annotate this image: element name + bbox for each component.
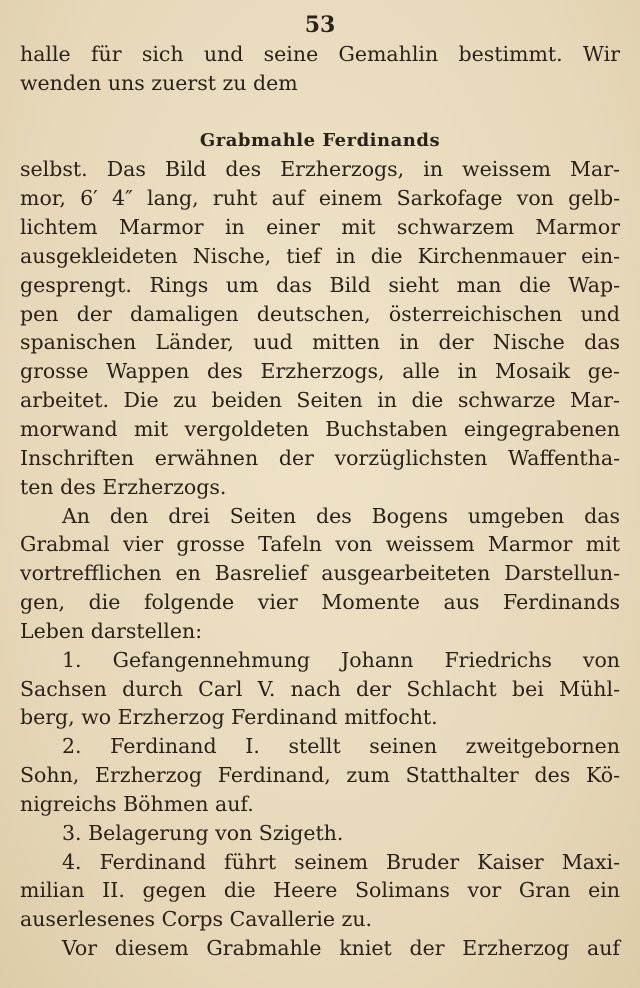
text-line: pen der damaligen deutschen, österreichischen und [20,301,620,326]
list-item-2-line: Sohn, Erzherzog Ferdinand, zum Statthalter des Kö- [20,763,620,788]
text-line: An den drei Seiten des Bogens umgeben das [62,503,620,528]
page-number: 53 [304,12,336,38]
text-line: Inschriften erwähnen der vorzüglichsten Waffentha- [20,445,620,470]
text-line: grosse Wappen des Erzherzogs, alle in Mosaik ge- [20,359,620,384]
list-item-4-line: auserlesenes Corps Cavallerie zu. [20,907,373,932]
text-line: halle für sich und seine Gemahlin bestimmt. Wir [20,42,620,66]
text-line: gen, die folgende vier Momente aus Ferdinands [20,590,620,615]
text-line: lichtem Marmor in einer mit schwarzem Marmor [20,215,620,240]
text-line: Vor diesem Grabmahle kniet der Erzherzog auf [62,936,620,961]
text-line: wenden uns zuerst zu dem [20,70,298,95]
text-line: Grabmal vier grosse Tafeln von weissem Marmor mit [20,532,620,557]
body-text [20,40,620,963]
list-item-2-line: nigreichs Böhmen auf. [20,791,254,816]
text-line: mor, 6′ 4″ lang, ruht auf einem Sarkofage von gelb- [20,186,620,211]
text-line: morwand mit vergoldeten Buchstaben eingegrabenen [20,416,620,441]
list-item-1-line: 1. Gefangennehmung Johann Friedrichs von [62,647,620,672]
text-line: spanischen Länder, uud mitten in der Nische das [20,330,620,355]
list-item-4-line: milian II. gegen die Heere Solimans vor Gran ein [20,878,620,903]
text-line: gesprengt. Rings um das Bild sieht man die Wap- [20,272,620,297]
text-line: arbeitet. Die zu beiden Seiten in die schwarze Mar- [20,388,620,413]
list-item-1-line: Sachsen durch Carl V. nach der Schlacht bei Mühl- [20,676,620,701]
list-item-1-line: berg, wo Erzherzog Ferdinand mitfocht. [20,705,438,730]
text-line: ausgekleideten Nische, tief in die Kirchenmauer ein- [20,243,620,268]
text-line: ten des Erzherzogs. [20,474,227,499]
text-line: selbst. Das Bild des Erzherzogs, in weissem Mar- [20,157,620,182]
list-item-4-line: 4. Ferdinand führt seinem Bruder Kaiser Maxi- [62,849,620,874]
list-item-3-line: 3. Belagerung von Szigeth. [62,820,344,845]
heading-space-above [20,98,620,127]
text-line: vortrefflichen en Basrelief ausgearbeiteten Darstellun- [20,561,620,586]
section-heading: Grabmahle Ferdinands [199,129,441,151]
list-item-2-line: 2. Ferdinand I. stellt seinen zweitgebornen [62,734,620,759]
text-line: Leben darstellen: [20,618,203,643]
